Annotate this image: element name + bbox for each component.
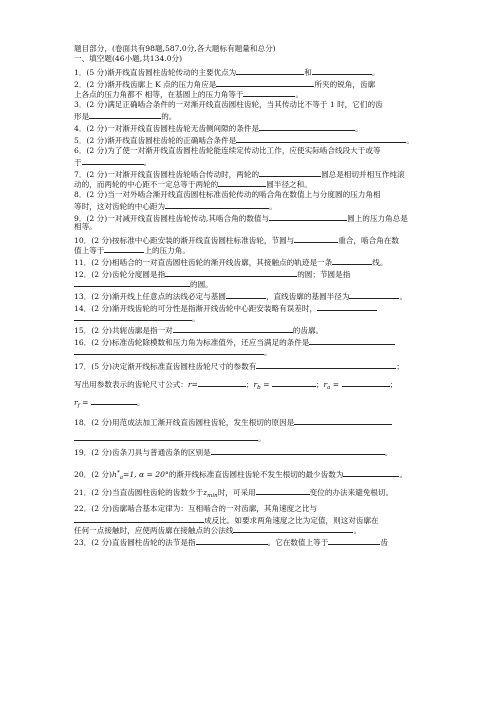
exam-page xyxy=(74,44,430,546)
answer-blank[interactable] xyxy=(309,336,395,345)
answer-blank[interactable] xyxy=(226,290,266,299)
answer-blank[interactable] xyxy=(211,446,385,455)
answer-blank[interactable] xyxy=(256,486,310,495)
answer-blank[interactable] xyxy=(74,432,258,441)
answer-blank[interactable] xyxy=(165,200,269,209)
question-21: 21．(2 分)当直齿圆柱齿轮的齿数少于$z_{min}$时，可采用 变位的办法来避免根切。 xyxy=(74,488,394,499)
question-11: 11．(2 分)相啮合的一对直齿圆柱齿轮的渐开线齿廓，其接触点的轨迹是一条 线。 xyxy=(74,258,388,267)
question-14: 14．(2 分)渐开线齿轮的可分性是指渐开线齿轮中心距安装略有误差时， xyxy=(74,302,430,312)
question-7-cont: 动的，而两轮的中心距不一定总等于两轮的 圆半径之和。 xyxy=(74,180,312,189)
question-1: 1．(5 分)渐开线直齿圆柱齿轮传动的主要优点为 和 。 xyxy=(74,68,380,77)
answer-blank[interactable] xyxy=(259,122,355,131)
question-5: 5．(2 分)渐开线直齿圆柱齿轮的正确啮合条件是 。 xyxy=(74,136,414,145)
answer-blank[interactable] xyxy=(74,346,264,355)
question-10: 10．(2 分)按标准中心距安装的渐开线直齿圆柱标准齿轮，节圆与 重合，啮合角在数 xyxy=(74,236,400,245)
answer-blank[interactable] xyxy=(196,536,268,545)
question-12: 12．(2 分)齿轮分度圆是指 的圆；节圆是指 xyxy=(74,270,351,279)
answer-blank[interactable] xyxy=(74,312,192,321)
answer-blank[interactable] xyxy=(243,88,295,97)
answer-blank[interactable] xyxy=(342,378,390,387)
question-6: 6．(2 分)为了使一对渐开线直齿圆柱齿轮能连续定传动比工作，应使实际啮合线段大于或等 xyxy=(74,146,381,155)
question-10-cont: 值上等于 上的压力角。 xyxy=(74,246,190,255)
answer-blank[interactable] xyxy=(74,514,204,523)
question-18: 18．(2 分)用范成法加工渐开线直齿圆柱齿轮，发生根切的原因是 xyxy=(74,414,430,432)
answer-blank[interactable] xyxy=(89,110,161,119)
question-17-rf: $r_f$ = 。 xyxy=(74,398,145,409)
answer-blank[interactable] xyxy=(236,66,304,75)
answer-blank[interactable] xyxy=(269,212,347,221)
section-title: 一、填空题(46小题,共134.0分) xyxy=(74,54,183,63)
question-20: 20．(2 分)$h^*_a=1$, α = 20°的渐开线标准直齿圆柱齿轮不发生根切的最少齿数为 。 xyxy=(74,470,408,481)
question-17-formulas: 写出用参数表示的齿轮尺寸公式：r= ；$r_b$ = ；$r_a$ = ； xyxy=(74,380,398,391)
answer-blank[interactable] xyxy=(216,78,314,87)
answer-blank[interactable] xyxy=(294,416,392,425)
answer-blank[interactable] xyxy=(332,256,372,265)
question-23: 23．(2 分)直齿圆柱齿轮的法节是指 。它在数值上等于 齿 xyxy=(74,538,388,547)
answer-blank[interactable] xyxy=(198,378,246,387)
question-19: 19．(2 分)齿条刀具与普通齿条的区别是 。 xyxy=(74,448,393,457)
answer-blank[interactable] xyxy=(218,178,266,187)
question-16-cont: 。 xyxy=(74,346,430,356)
question-8: 8．(2 分)当一对外啮合渐开线直齿圆柱标准齿轮传动的啮合角在数值上与分度圆的压力角相 xyxy=(74,190,381,199)
question-8-cont: 等时，这对齿轮的中心距为 。 xyxy=(74,202,277,211)
answer-blank[interactable] xyxy=(259,168,321,177)
question-22-cont2: 任何一点接触时，应使两齿廓在接触点的公法线 。 xyxy=(74,526,362,535)
question-14-cont: 。 xyxy=(74,312,430,322)
answer-blank[interactable] xyxy=(236,134,406,143)
question-22-cont: 成反比。如要求两角速度之比为定值，则这对齿廓在 xyxy=(74,514,430,524)
question-13: 13．(2 分)渐开线上任意点的法线必定与基圆 ，直线齿廓的基圆半径为 。 xyxy=(74,292,408,301)
question-16: 16．(2 分)标准齿轮除模数和压力角为标准值外，还应当满足的条件是 xyxy=(74,336,430,346)
answer-blank[interactable] xyxy=(82,156,144,165)
page-header: 题目部分，(卷面共有98题,587.0分,各大题标有题量和总分) xyxy=(74,44,276,53)
question-4: 4．(2 分)一对渐开线直齿圆柱齿轮无齿侧间隙的条件是 。 xyxy=(74,124,363,133)
answer-blank[interactable] xyxy=(272,378,316,387)
answer-blank[interactable] xyxy=(343,468,399,477)
answer-blank[interactable] xyxy=(91,396,137,405)
question-9-cont: 相等。 xyxy=(74,222,97,231)
question-3: 3．(2 分)满足正确啮合条件的一对渐开线直齿圆柱齿轮，当其传动比不等于 1 时，它们的齿 xyxy=(74,100,383,109)
answer-blank[interactable] xyxy=(349,290,399,299)
question-22: 22．(2 分)齿廓啮合基本定律为：互相啮合的一对齿廓，其角速度之比与 xyxy=(74,504,318,513)
question-18-cont: 。 xyxy=(74,432,430,442)
question-12-cont: 的圆。 xyxy=(74,278,430,288)
answer-blank[interactable] xyxy=(294,234,338,243)
answer-blank[interactable] xyxy=(104,244,144,253)
question-15: 15．(2 分)共轭齿廓是指一对 的齿廓。 xyxy=(74,326,324,335)
answer-blank[interactable] xyxy=(317,302,377,311)
answer-blank[interactable] xyxy=(256,360,396,369)
answer-blank[interactable] xyxy=(312,66,372,75)
question-7: 7．(2 分)一对渐开线直齿圆柱齿轮啮合传动时，两轮的 圆总是相切并相互作纯滚 xyxy=(74,170,405,179)
question-17: 17．(5 分)决定渐开线标准直齿圆柱齿轮尺寸的参数有 ； xyxy=(74,362,404,371)
answer-blank[interactable] xyxy=(233,524,353,533)
answer-blank[interactable] xyxy=(74,278,190,287)
answer-blank[interactable] xyxy=(173,324,293,333)
answer-blank[interactable] xyxy=(328,536,380,545)
question-2-cont: 上各点的压力角都不 相等，在基圆上的压力角等于 。 xyxy=(74,90,304,99)
answer-blank[interactable] xyxy=(165,268,297,277)
question-3-cont: 形是 的。 xyxy=(74,112,177,121)
question-2: 2．(2 分)渐开线齿廓上 K 点的压力角应是 所夹的锐角，齿廓 xyxy=(74,80,376,89)
question-6-cont: 于 。 xyxy=(74,158,152,167)
question-9: 9．(2 分)一对减开线直齿圆柱齿轮传动,其啮合角的数值与 圆上的压力角总是 xyxy=(74,214,408,223)
